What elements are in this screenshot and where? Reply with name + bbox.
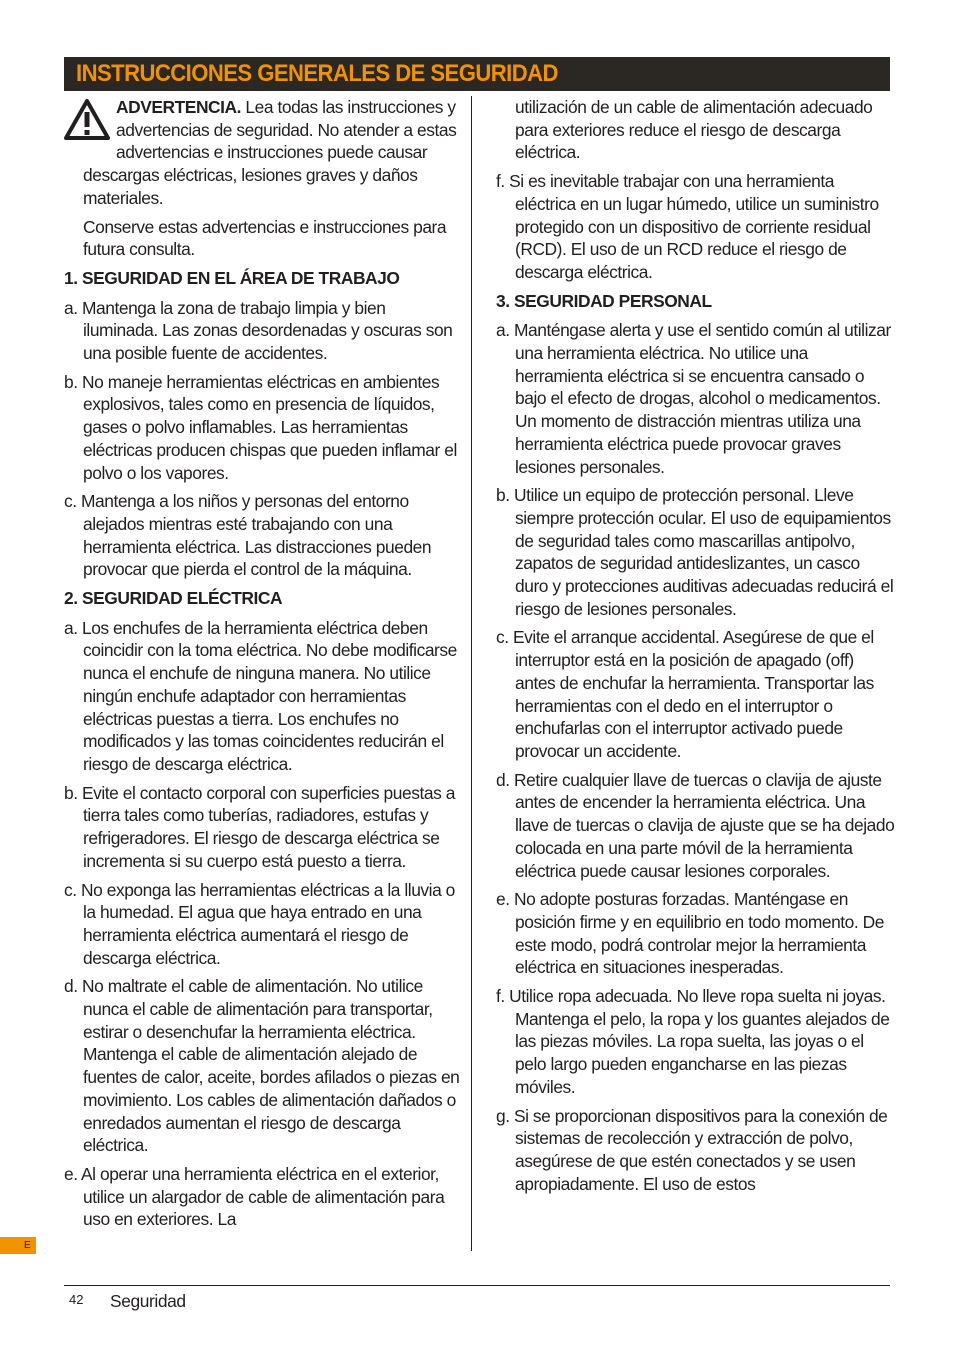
page-title: INSTRUCCIONES GENERALES DE SEGURIDAD: [76, 60, 558, 87]
section-heading-personal: 3. SEGURIDAD PERSONAL: [496, 290, 712, 311]
list-item: a. Los enchufes de la herramienta eléctrica deben coincidir con la toma eléctrica. No debe modificarse nunca el enchufe de ninguna manera. No utilice ningún enchufe adaptador con herramientas eléctricas puestas a tierra. Los enchufes no modificados y las tomas coincidentes reducirán el riesgo de descarga eléctrica.: [64, 617, 457, 774]
list-item: d. No maltrate el cable de alimentación. No utilice nunca el cable de alimentación para transportar, estirar o desenchufar la herramienta eléctrica. Mantenga el cable de alimentación alejado de fuentes de calor, aceite, bordes afilados o piezas en movimiento. Los cables de alimentación dañados o enredados aumentan el riesgo de descarga eléctrica.: [64, 976, 460, 1156]
list-item: f. Si es inevitable trabajar con una herramienta eléctrica en un lugar húmedo, utilice un suministro protegido con un dispositivo de corriente residual (RCD). El uso de un RCD reduce el riesgo de descarga eléctrica.: [496, 171, 879, 282]
footer-section-name: Seguridad: [110, 1291, 186, 1311]
warning-triangle-icon: [64, 98, 112, 142]
section-heading-electrical: 2. SEGURIDAD ELÉCTRICA: [64, 588, 283, 609]
list-item: d. Retire cualquier llave de tuercas o clavija de ajuste antes de encender la herramienta eléctrica. Una llave de tuercas o clavija de ajuste que se ha dejado colocada en una parte móvil de la herramienta eléctrica puede causar lesiones corporales.: [496, 769, 895, 881]
warning-block: [64, 96, 464, 210]
list-item: e. No adopte posturas forzadas. Manténgase en posición firme y en equilibrio en todo momento. De este modo, podrá controlar mejor la herramienta eléctrica en situaciones inesperadas.: [496, 889, 884, 978]
warning-label: ADVERTENCIA.: [116, 97, 242, 117]
section-heading-work-area: 1. SEGURIDAD EN EL ÁREA DE TRABAJO: [64, 267, 400, 288]
warning-text: Lea todas las instrucciones y advertencias de seguridad. No atender a estas advertencias e instrucciones puede causar descargas eléctricas, lesiones graves y daños materiales.: [83, 97, 457, 208]
list-item: b. Evite el contacto corporal con superficies puestas a tierra tales como tuberías, radiadores, estufas y refrigeradores. El riesgo de descarga eléctrica se incrementa si su cuerpo está puesto a tierra.: [64, 782, 455, 871]
list-item: b. Utilice un equipo de protección personal. Lleve siempre protección ocular. El uso de equipamientos de seguridad tales como mascarillas antipolvo, zapatos de seguridad antideslizantes, un casco duro y protecciones auditivas adecuadas reducirá el riesgo de lesiones personales.: [496, 485, 894, 619]
list-item: a. Manténgase alerta y use el sentido común al utilizar una herramienta eléctrica. No utilice una herramienta eléctrica si se encuentra cansado o bajo el efecto de drogas, alcohol o medicamentos. Un momento de distracción mientras utiliza una herramienta eléctrica puede provocar graves lesiones personales.: [496, 320, 891, 477]
language-tab: E: [0, 1237, 36, 1254]
conserve-instructions: Conserve estas advertencias e instrucciones para futura consulta.: [83, 216, 447, 260]
list-item: c. Mantenga a los niños y personas del entorno alejados mientras esté trabajando con una herramienta eléctrica. Las distracciones pueden provocar que pierda el control de la máquina.: [64, 491, 432, 580]
list-item-continued: utilización de un cable de alimentación adecuado para exteriores reduce el riesgo de descarga eléctrica.: [515, 97, 873, 163]
list-item: f. Utilice ropa adecuada. No lleve ropa suelta ni joyas. Mantenga el pelo, la ropa y los guantes alejados de las piezas móviles. La ropa suelta, las joyas o el pelo largo pueden engancharse en las piezas móviles.: [496, 986, 890, 1097]
list-item: e. Al operar una herramienta eléctrica en el exterior, utilice un alargador de cable de alimentación para uso en exteriores. La: [64, 1163, 445, 1230]
page-number: 42: [69, 1292, 84, 1307]
footer-divider: [64, 1285, 890, 1286]
list-item: g. Si se proporcionan dispositivos para la conexión de sistemas de recolección y extracción de polvo, asegúrese de que estén conectados y se usen apropiadamente. El uso de estos: [496, 1105, 888, 1194]
left-column: [64, 96, 464, 1237]
column-divider: [471, 96, 472, 1251]
right-column: [496, 96, 896, 1201]
list-item: b. No maneje herramientas eléctricas en ambientes explosivos, tales como en presencia de líquidos, gases o polvo inflamables. Las herramientas eléctricas producen chispas que pueden inflamar el polvo o los vapores.: [64, 371, 457, 483]
list-item: c. Evite el arranque accidental. Asegúrese de que el interruptor está en la posición de apagado (off) antes de enchufar la herramienta. Transportar las herramientas con el dedo en el interruptor o enchufarlas con el interruptor activado puede provocar un accidente.: [496, 627, 874, 761]
list-item: c. No exponga las herramientas eléctricas a la lluvia o la humedad. El agua que haya entrado en una herramienta eléctrica aumentará el riesgo de descarga eléctrica.: [64, 879, 455, 968]
title-bar: [64, 57, 890, 91]
list-item: a. Mantenga la zona de trabajo limpia y bien iluminada. Las zonas desordenadas y oscuras son una posible fuente de accidentes.: [64, 297, 453, 364]
